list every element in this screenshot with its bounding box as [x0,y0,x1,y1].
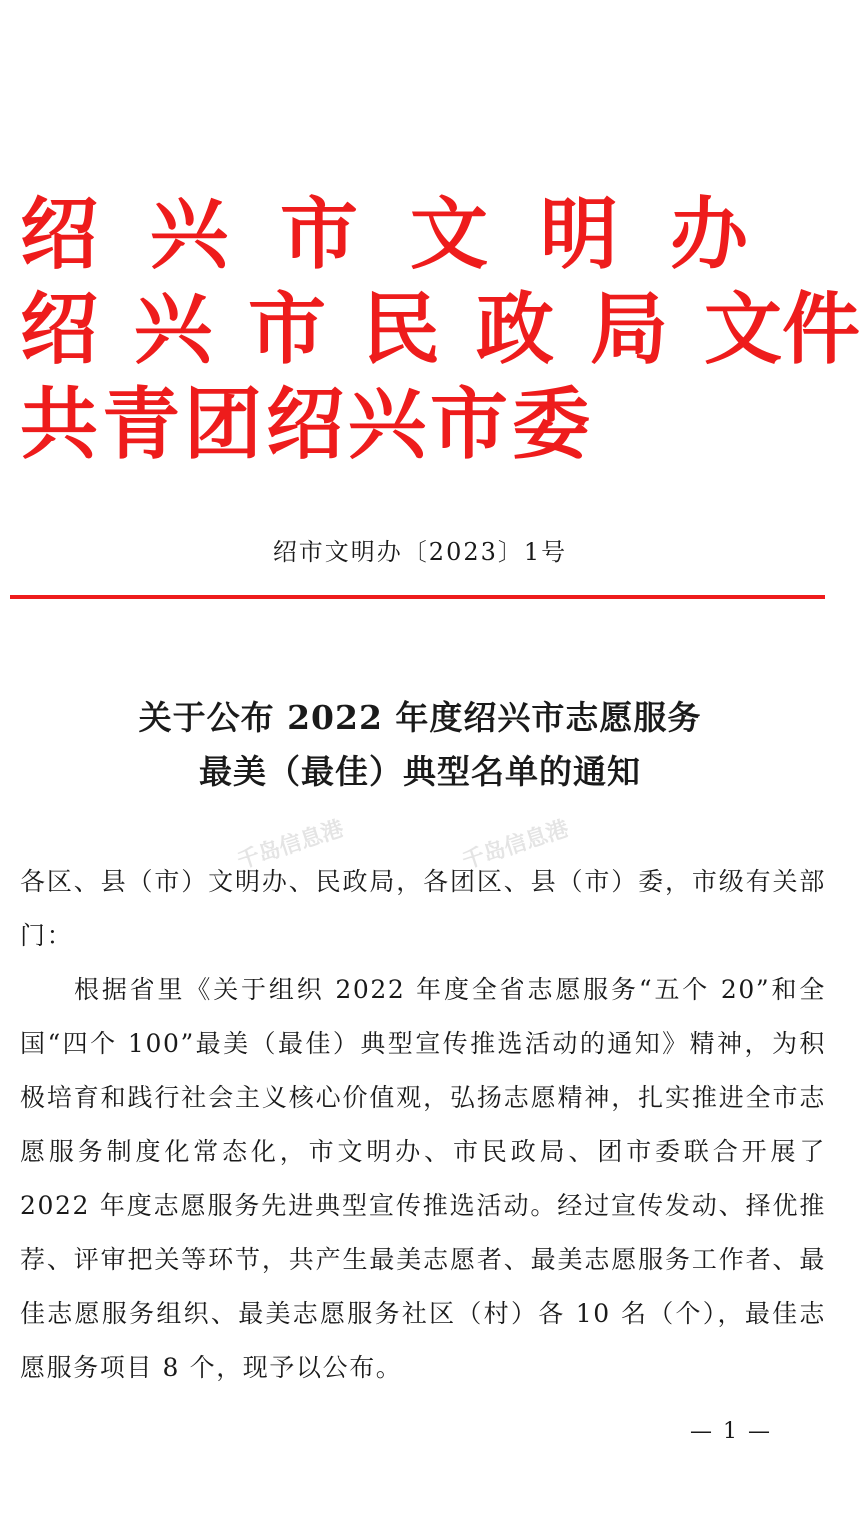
issuer-line-2-tail: 文件 [704,285,860,375]
body-paragraph: 根据省里《关于组织 2022 年度全省志愿服务“五个 20”和全国“四个 100”最美（最佳）典型宣传推选活动的通知》精神，为积极培育和践行社会主义核心价值观，弘扬志愿精神，扎实推进全市志愿服务制度化常态化，市文明办、市民政局、团市委联合开展了 2022 年度志愿服务先进典型宣传推选活动。经过宣传发动、择优推荐、评审把关等环节，共产生最美志愿者、最美志愿服务工作者、最佳志愿服务组织、最美志愿服务社区（村）各 10 名（个），最佳志愿服务项目 8 个，现予以公布。 [20,975,826,1382]
issuer-line-2 [20,285,860,375]
document-number: 绍市文明办〔2023〕1号 [272,538,568,566]
red-divider [10,595,825,599]
issuer-line-3: 共青团绍兴市委 [20,380,595,470]
issuer-line-2-main: 绍兴市民政局 [20,285,705,375]
page-number: — 1 — [690,1419,772,1444]
issuer-line-1: 绍兴市文明办 [20,190,801,280]
addressee: 各区、县（市）文明办、民政局，各团区、县（市）委，市级有关部门： [20,867,826,950]
document-title-line-2: 最美（最佳）典型名单的通知 [199,752,641,791]
watermark-logo: 千岛信息港 [459,816,572,875]
document-title-line-1: 关于公布 2022 年度绍兴市志愿服务 [138,698,702,737]
watermark-logo: 千岛信息港 [234,816,347,875]
